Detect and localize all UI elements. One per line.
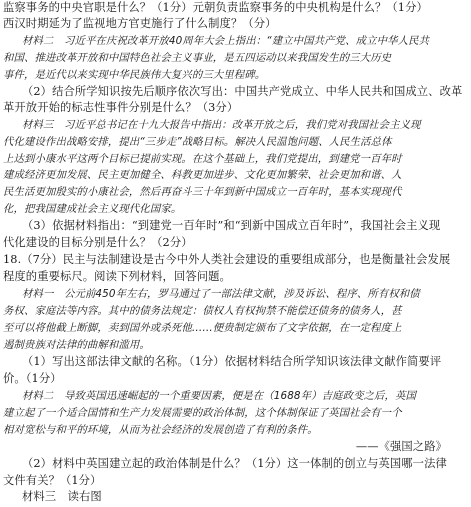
material-line: 和国、推进改革开放和中国特色社会主义事业，是五四运动以来我国发生的三大历史 (3, 52, 392, 64)
question-line: （3）依据材料指出：“到建党一百年时”和“到新中国成立百年时”，我国社会主义现 (22, 219, 441, 232)
question-line: 革开放开始的标志性事件分别是什么？（3分） (3, 101, 239, 114)
material-line: 材料三 读右图 (22, 490, 102, 503)
question-line: 程度的重要标尺。阅读下列材料，回答问题。 (3, 270, 231, 283)
material-line: 建成经济更加发展、民主更加健全、科教更加进步、文化更加繁荣、社会更加和谐、人 (3, 169, 402, 181)
source-citation: ——《强国之路》 (355, 440, 447, 453)
question-line: （2）材料中英国建立起的政治体制是什么？（1分）这一体制的创立与英国哪一法律 (22, 457, 447, 470)
material-line: 材料一 公元前450年左右，罗马通过了一部法律文献，涉及诉讼、程序、所有权和债 (22, 288, 420, 300)
material-line: 建立起了一个适合国情和生产力发展需要的政治体制，这个体制保证了英国社会有一个 (3, 407, 402, 419)
question-heading: 18.（7分）民主与法制建设是古今中外人类社会建设的重要组成部分，也是衡量社会发展 (3, 253, 451, 266)
material-line: 至可以将他截上断脚，卖到国外或杀死他……便贵制定颁布了文字依据，在一定程度上 (3, 322, 402, 334)
material-line: 材料二 导致英国迅速崛起的一个重要因素，便是在（1688年）吉庭政变之后，英国 (22, 390, 417, 402)
material-line: 相对宽松与和平的环境，从而为社会经济的发展创造了有利的条件。 (3, 424, 318, 436)
material-line: 代化建设作出战略安排，提出“三步走”战略目标。解决人民温饱问题、人民生活总体 (3, 136, 392, 148)
material-line: 材料三 习近平总书记在十九大报告中指出：改革开放之后，我们党对我国社会主义现 (22, 119, 421, 131)
question-line: （2）结合所学知识按先后顺序依次写出：中国共产党成立、中华人民共和国成立、改革 (22, 85, 463, 98)
question-line: （1）写出这部法律文献的名称。（1分）依据材料结合所学知识该法律文献作简要评 (22, 355, 442, 368)
question-line: 价。（1分） (3, 372, 62, 385)
question-line: 监察事务的中央官职是什么？（1分）元朝负责监察事务的中央机构是什么？（1分） (3, 1, 428, 14)
material-line: 材料二 习近平在庆祝改革开放40周年大会上指出：“建立中国共产党、成立中华人民共 (22, 35, 430, 47)
question-line: 西汉时期延为了监视地方官吏施行了什么制度？（分） (3, 17, 277, 30)
question-line: 文件有关？（1分） (3, 474, 102, 487)
material-line: 上达到小康水平这两个目标已提前实现。在这个基础上，我们党提出，到建党一百年时 (3, 153, 402, 165)
material-line: 务权、家庭法等内容。其中的债务法规定：债权人有权拘禁不能偿还债务的债务人，甚 (3, 305, 402, 317)
material-line: 民生活更加殷实的小康社会，然后再奋斗三十年到新中国成立一百年时，基本实现现代 (3, 186, 402, 198)
material-line: 事件，是近代以来实现中华民族伟大复兴的三大里程碑。 (3, 69, 266, 81)
material-line: 遏制贵族对法律的曲解和滥用。 (3, 339, 150, 351)
question-line: 代化建设的目标分别是什么？（2分） (3, 236, 193, 249)
material-line: 化，把我国建成社会主义现代化国家。 (3, 203, 182, 215)
